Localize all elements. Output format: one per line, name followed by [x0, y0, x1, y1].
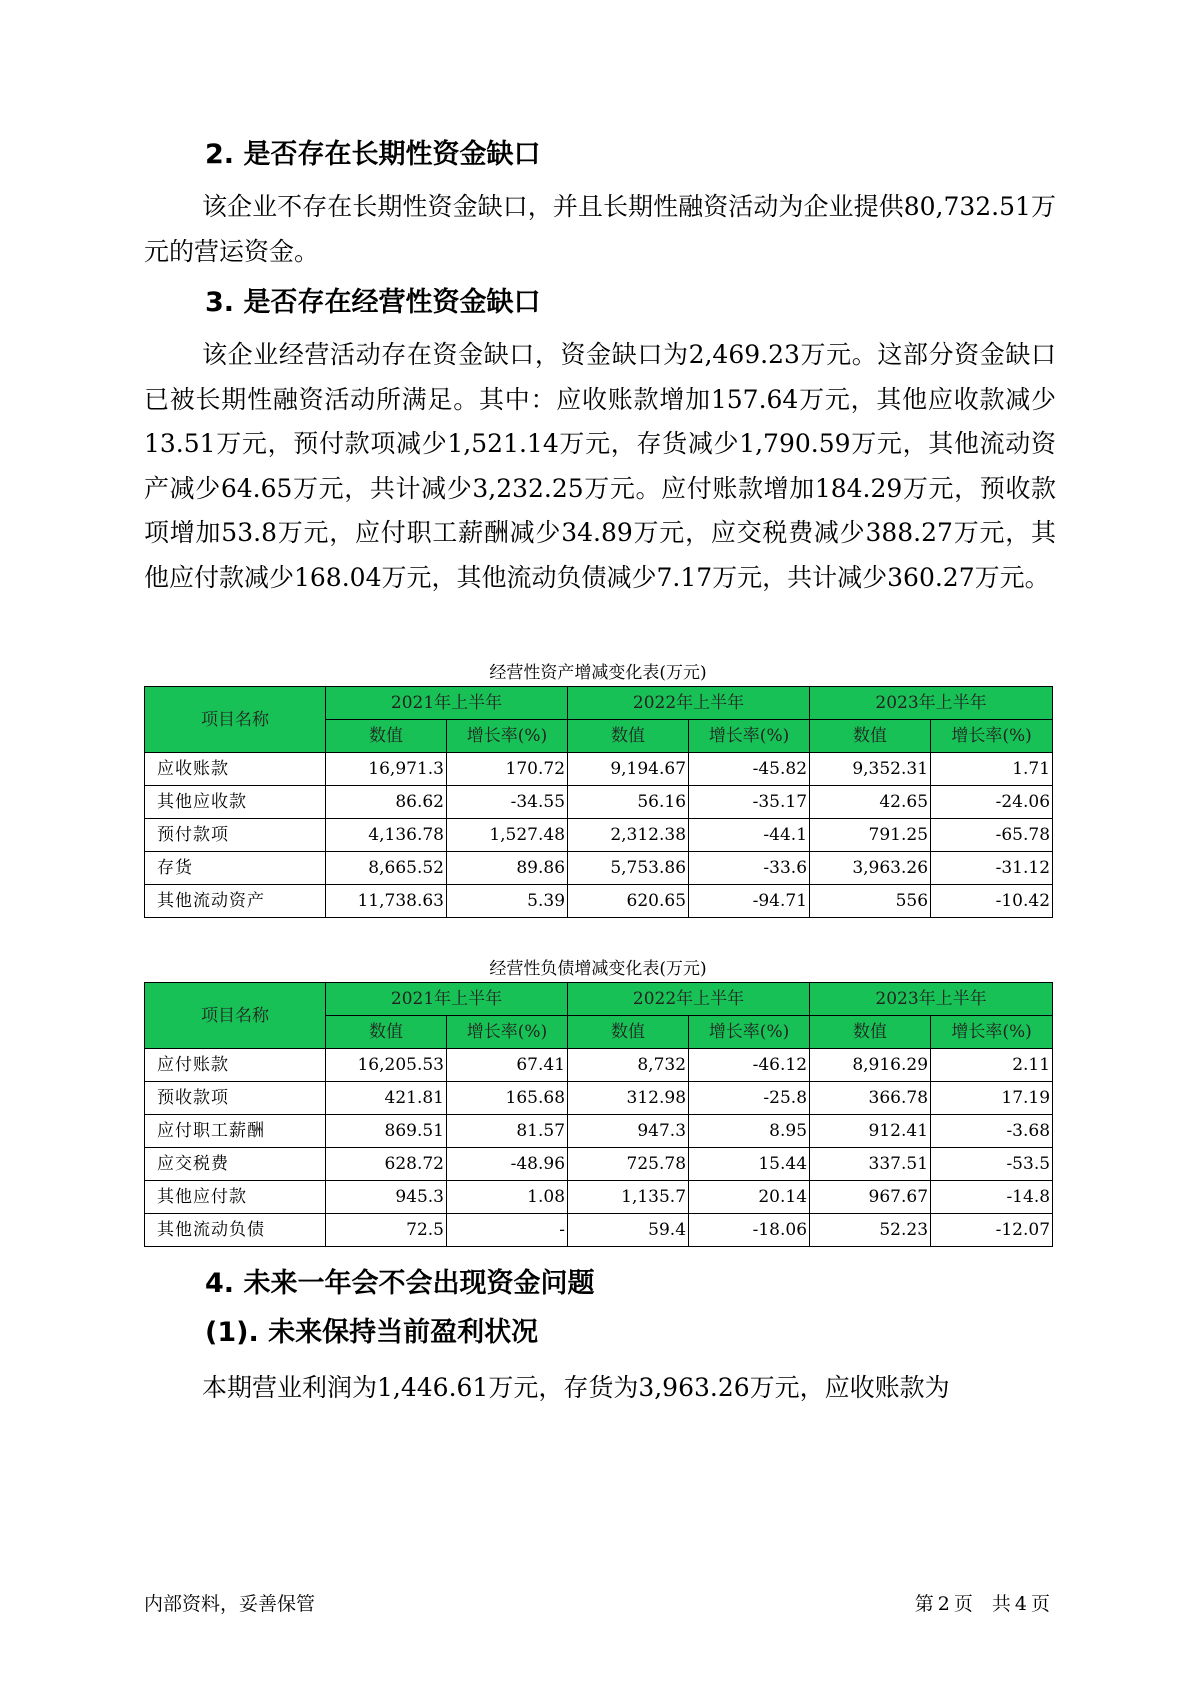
page-suffix: 页: [1030, 1593, 1050, 1615]
table-cell: -33.6: [689, 852, 810, 885]
paragraph-s3: [144, 333, 1056, 600]
table-cell: -53.5: [931, 1148, 1053, 1181]
table-cell: 1.71: [931, 753, 1053, 786]
table-cell: 620.65: [568, 885, 689, 918]
header-value: 数值: [326, 1016, 447, 1049]
header-growth: 增长率(%): [689, 1016, 810, 1049]
table-cell: -12.07: [931, 1214, 1053, 1247]
table-row: [145, 753, 1053, 786]
paragraph-s3-text: 该企业经营活动存在资金缺口，资金缺口为2,469.23万元。这部分资金缺口已被长期性融资活动所满足。其中：应收账款增加157.64万元，其他应收款减少13.51万元，预付款项减少1,521.14万元，存货减少1,790.59万元，其他流动资产减少64.65万元，共计减少3,232.25万元。应付账款增加184.29万元，预收款项增加53.8万元，应付职工薪酬减少34.89万元，应交税费减少388.27万元，其他应付款减少168.04万元，其他流动负债减少7.17万元，共计减少360.27万元。: [144, 340, 1056, 592]
table-cell: 59.4: [568, 1214, 689, 1247]
table-row: [145, 1181, 1053, 1214]
table-row: [145, 819, 1053, 852]
page-current: 2: [937, 1593, 950, 1615]
paragraph-s2-text: 该企业不存在长期性资金缺口，并且长期性融资活动为企业提供80,732.51万元的营运资金。: [144, 192, 1056, 266]
liability-table-caption: 经营性负债增减变化表(万元): [489, 959, 707, 979]
row-item-name: 存货: [145, 852, 326, 885]
table-cell: -45.82: [689, 753, 810, 786]
table-cell: 8,665.52: [326, 852, 447, 885]
table-cell: 556: [810, 885, 931, 918]
table-cell: -25.8: [689, 1082, 810, 1115]
header-value: 数值: [568, 720, 689, 753]
header-period-2023: 2023年上半年: [810, 687, 1053, 720]
table-cell: 421.81: [326, 1082, 447, 1115]
heading-s2: 2. 是否存在长期性资金缺口: [205, 139, 541, 170]
table-row: [145, 786, 1053, 819]
table-row: [145, 852, 1053, 885]
table-cell: -14.8: [931, 1181, 1053, 1214]
table-cell: -48.96: [447, 1148, 568, 1181]
paragraph-s2: [144, 185, 1056, 274]
table-cell: 16,971.3: [326, 753, 447, 786]
header-growth: 增长率(%): [447, 1016, 568, 1049]
asset-table-body: [145, 753, 1053, 918]
table-cell: 17.19: [931, 1082, 1053, 1115]
header-item-name: 项目名称: [145, 983, 326, 1049]
footer-page-number: [913, 1592, 1052, 1616]
header-period-2023: 2023年上半年: [810, 983, 1053, 1016]
page-total: 4: [1014, 1593, 1027, 1615]
paragraph-s4-text: 本期营业利润为1,446.61万元，存货为3,963.26万元，应收账款为: [202, 1373, 950, 1402]
header-growth: 增长率(%): [931, 1016, 1053, 1049]
liability-table-head: [145, 983, 1053, 1049]
table-cell: 3,963.26: [810, 852, 931, 885]
table-cell: 337.51: [810, 1148, 931, 1181]
row-item-name: 其他应收款: [145, 786, 326, 819]
table-cell: 165.68: [447, 1082, 568, 1115]
table-cell: 42.65: [810, 786, 931, 819]
table-row: [145, 1115, 1053, 1148]
table-cell: -35.17: [689, 786, 810, 819]
table-cell: 81.57: [447, 1115, 568, 1148]
table-cell: 11,738.63: [326, 885, 447, 918]
footer-confidential-note: 内部资料，妥善保管: [144, 1593, 316, 1615]
asset-table-head: [145, 687, 1053, 753]
header-value: 数值: [326, 720, 447, 753]
table-row: [145, 1148, 1053, 1181]
asset-table-caption: 经营性资产增减变化表(万元): [489, 663, 707, 683]
table-cell: -18.06: [689, 1214, 810, 1247]
table-cell: 628.72: [326, 1148, 447, 1181]
header-value: 数值: [810, 1016, 931, 1049]
table-cell: -94.71: [689, 885, 810, 918]
table-cell: -3.68: [931, 1115, 1053, 1148]
table-cell: -34.55: [447, 786, 568, 819]
table-cell: 9,352.31: [810, 753, 931, 786]
table-cell: 2.11: [931, 1049, 1053, 1082]
table-cell: -31.12: [931, 852, 1053, 885]
table-cell: -46.12: [689, 1049, 810, 1082]
table-cell: 312.98: [568, 1082, 689, 1115]
header-value: 数值: [568, 1016, 689, 1049]
table-row: [145, 1049, 1053, 1082]
table-cell: 86.62: [326, 786, 447, 819]
table-cell: 20.14: [689, 1181, 810, 1214]
table-cell: 5,753.86: [568, 852, 689, 885]
liability-table-body: [145, 1049, 1053, 1247]
table-cell: 1,135.7: [568, 1181, 689, 1214]
table-cell: 8,916.29: [810, 1049, 931, 1082]
table-cell: 1.08: [447, 1181, 568, 1214]
table-cell: 967.67: [810, 1181, 931, 1214]
header-period-2021: 2021年上半年: [326, 983, 568, 1016]
table-cell: 4,136.78: [326, 819, 447, 852]
sub-heading-s4-1: (1). 未来保持当前盈利状况: [205, 1317, 539, 1348]
header-period-2022: 2022年上半年: [568, 687, 810, 720]
table-cell: 725.78: [568, 1148, 689, 1181]
table-cell: 52.23: [810, 1214, 931, 1247]
table-cell: 8,732: [568, 1049, 689, 1082]
heading-s3: 3. 是否存在经营性资金缺口: [205, 287, 541, 318]
liability-table: [144, 982, 1053, 1247]
header-growth: 增长率(%): [447, 720, 568, 753]
table-cell: 56.16: [568, 786, 689, 819]
table-cell: -24.06: [931, 786, 1053, 819]
table-cell: -: [447, 1214, 568, 1247]
row-item-name: 应收账款: [145, 753, 326, 786]
asset-table: [144, 686, 1053, 918]
row-item-name: 应付职工薪酬: [145, 1115, 326, 1148]
table-row: [145, 1082, 1053, 1115]
table-cell: 16,205.53: [326, 1049, 447, 1082]
table-cell: 67.41: [447, 1049, 568, 1082]
table-cell: -10.42: [931, 885, 1053, 918]
page-prefix: 第: [914, 1593, 934, 1615]
table-cell: 947.3: [568, 1115, 689, 1148]
header-period-2021: 2021年上半年: [326, 687, 568, 720]
row-item-name: 其他流动资产: [145, 885, 326, 918]
table-cell: 791.25: [810, 819, 931, 852]
table-cell: 2,312.38: [568, 819, 689, 852]
header-growth: 增长率(%): [931, 720, 1053, 753]
table-cell: 945.3: [326, 1181, 447, 1214]
table-cell: -44.1: [689, 819, 810, 852]
header-value: 数值: [810, 720, 931, 753]
table-cell: 72.5: [326, 1214, 447, 1247]
table-row: [145, 885, 1053, 918]
header-growth: 增长率(%): [689, 720, 810, 753]
table-cell: 15.44: [689, 1148, 810, 1181]
row-item-name: 预付款项: [145, 819, 326, 852]
table-cell: 366.78: [810, 1082, 931, 1115]
row-item-name: 其他流动负债: [145, 1214, 326, 1247]
page-mid: 页 共: [953, 1593, 1011, 1615]
row-item-name: 应交税费: [145, 1148, 326, 1181]
table-row: [145, 1214, 1053, 1247]
table-cell: 5.39: [447, 885, 568, 918]
header-period-2022: 2022年上半年: [568, 983, 810, 1016]
table-cell: 912.41: [810, 1115, 931, 1148]
heading-s4: 4. 未来一年会不会出现资金问题: [205, 1268, 595, 1299]
row-item-name: 应付账款: [145, 1049, 326, 1082]
table-cell: -65.78: [931, 819, 1053, 852]
table-cell: 869.51: [326, 1115, 447, 1148]
paragraph-s4: [144, 1366, 1056, 1411]
row-item-name: 预收款项: [145, 1082, 326, 1115]
table-cell: 8.95: [689, 1115, 810, 1148]
table-cell: 89.86: [447, 852, 568, 885]
row-item-name: 其他应付款: [145, 1181, 326, 1214]
table-cell: 1,527.48: [447, 819, 568, 852]
header-item-name: 项目名称: [145, 687, 326, 753]
table-cell: 170.72: [447, 753, 568, 786]
table-cell: 9,194.67: [568, 753, 689, 786]
